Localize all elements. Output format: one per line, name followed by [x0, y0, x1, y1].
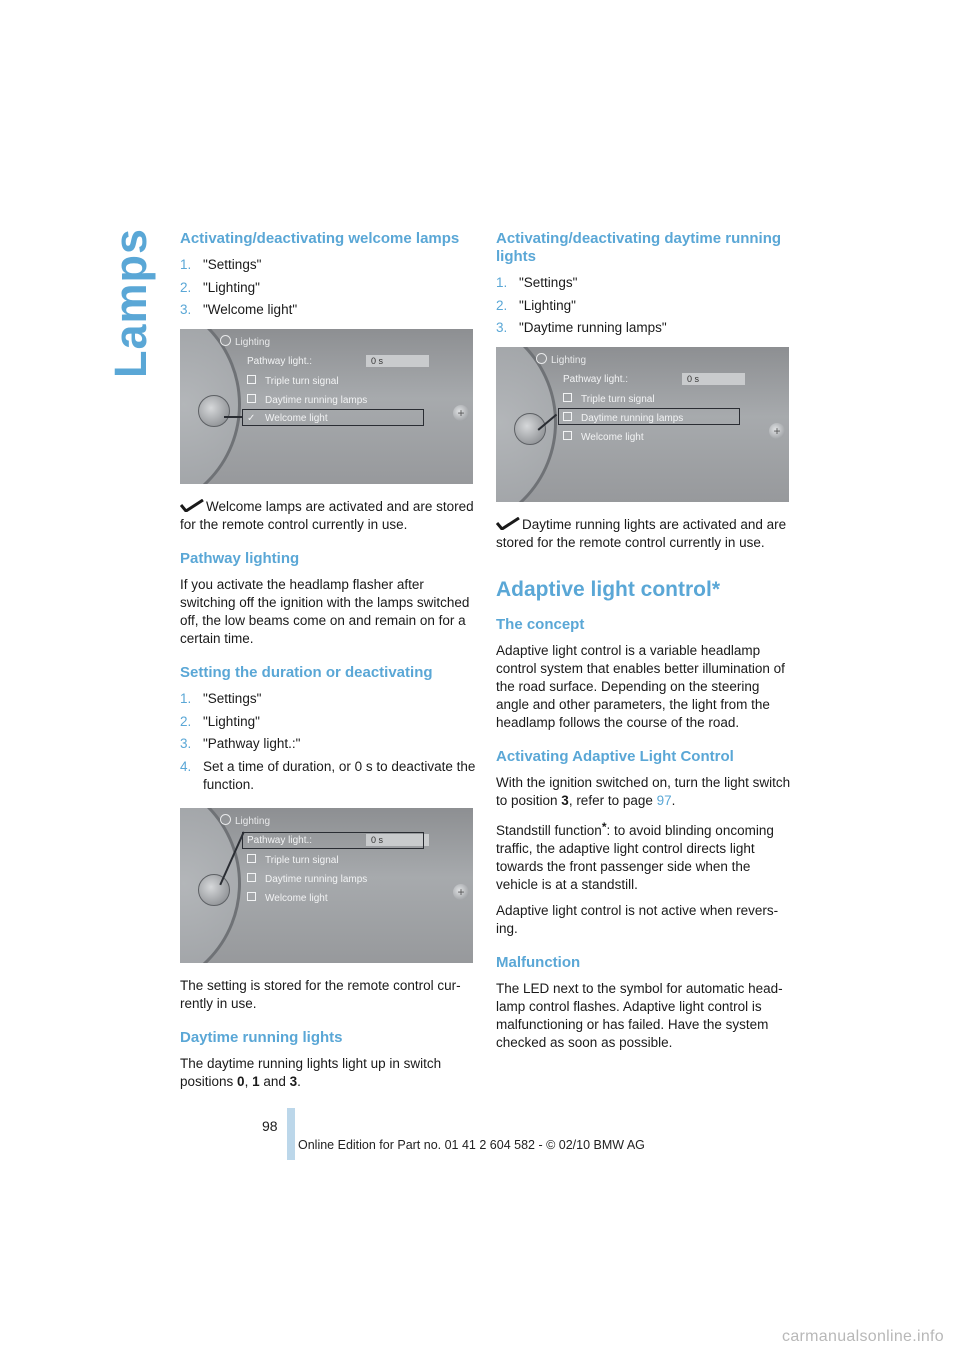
- step-number: 4.: [180, 758, 192, 774]
- daytime-toggle-note-text: Daytime running lights are activated and are stored for the remote control currently in use.: [496, 517, 787, 550]
- activating-text-part: , refer to page: [568, 793, 657, 808]
- step-number: 1.: [496, 275, 508, 290]
- standstill-text: [496, 818, 792, 894]
- controller-knob: [198, 395, 230, 427]
- screen-value: 0 s: [682, 373, 745, 385]
- welcome-note-text: Welcome lamps are activated and are stored for the remote control currently in use.: [180, 499, 474, 532]
- selection-frame: [242, 832, 424, 849]
- page-number: 98: [262, 1118, 278, 1134]
- concept-heading: The concept: [496, 616, 585, 633]
- screen-row-label: Daytime running lamps: [265, 873, 368, 885]
- pointer-line: [224, 416, 243, 418]
- checkbox-icon: [563, 393, 572, 402]
- screen-header: [220, 335, 270, 348]
- switch-position: 3: [561, 793, 569, 808]
- controller-knob: [198, 874, 230, 906]
- right-column: [496, 230, 792, 1060]
- duration-steps: [180, 690, 476, 794]
- daytime-text: [180, 1055, 476, 1091]
- footer-bar: [287, 1108, 295, 1160]
- daytime-text-part: and: [259, 1073, 290, 1089]
- daytime-text-part: .: [297, 1073, 301, 1089]
- list-item: [496, 319, 792, 337]
- checkmark-icon: [496, 517, 520, 530]
- screen-row-label: Triple turn signal: [265, 376, 339, 387]
- screen-row: [247, 892, 328, 905]
- step-text: "Settings": [203, 691, 262, 706]
- screenshot-welcome-light: [180, 329, 473, 484]
- screen-row: [247, 854, 339, 867]
- daytime-text-part: ,: [244, 1073, 253, 1089]
- screen-row: [563, 374, 628, 386]
- screen-row-label: Pathway light.:: [247, 834, 313, 846]
- malfunction-heading: Malfunction: [496, 954, 581, 971]
- screen-row: [563, 431, 644, 444]
- malfunction-text: The LED next to the symbol for automatic head-lamp control flashes. Adaptive light control is malfunctioning or has failed. Have the system checked as soon as possible.: [496, 981, 783, 1050]
- screen-row: [247, 873, 367, 886]
- gear-icon: [220, 335, 231, 346]
- step-text: "Lighting": [203, 279, 260, 295]
- screenshot-pathway-light: [180, 808, 473, 963]
- standstill-text-part: Standstill function: [496, 823, 602, 838]
- left-column: [180, 230, 476, 1099]
- step-number: 1.: [180, 257, 192, 272]
- checkbox-icon: [247, 375, 256, 384]
- screenshot-daytime-lamps: [496, 347, 789, 502]
- step-text: Set a time of duration, or 0 s to deactivate the function.: [203, 758, 476, 792]
- checkbox-icon: [247, 892, 256, 901]
- step-number: 2.: [496, 297, 508, 313]
- gear-icon: [536, 353, 547, 364]
- welcome-steps: [180, 256, 476, 319]
- list-item: [180, 256, 476, 274]
- duration-note: The setting is stored for the remote control cur-rently in use.: [180, 977, 461, 1011]
- screen-header-label: Lighting: [551, 355, 587, 366]
- checkbox-icon: [247, 394, 256, 403]
- checkbox-icon: [247, 854, 256, 863]
- screen-header: [220, 814, 270, 827]
- screen-row-label: Welcome light: [265, 413, 328, 424]
- switch-position: 1: [252, 1073, 260, 1089]
- list-item: [180, 301, 476, 319]
- pathway-heading: Pathway lighting: [180, 550, 300, 567]
- step-text: "Lighting": [519, 297, 576, 313]
- activating-text-part: .: [671, 793, 676, 808]
- list-item: [180, 713, 476, 731]
- selection-frame: [558, 408, 740, 425]
- welcome-heading: Activating/deactivating welcome lamps: [180, 230, 460, 247]
- screen-row: [563, 393, 655, 406]
- plus-knob-icon: +: [453, 884, 469, 900]
- checkmark-icon: [180, 499, 204, 512]
- daytime-toggle-note: [496, 516, 792, 552]
- welcome-note: [180, 498, 476, 534]
- watermark: carmanualsonline.info: [782, 1328, 944, 1345]
- footer-text: Online Edition for Part no. 01 41 2 604 582 - © 02/10 BMW AG: [298, 1138, 645, 1152]
- daytime-toggle-heading: Activating/deactivating daytime running lights: [496, 230, 782, 265]
- screen-row-label: Pathway light.:: [247, 356, 313, 367]
- step-text: "Settings": [203, 257, 262, 272]
- list-item: [496, 274, 792, 292]
- screen-row-label: Welcome light: [581, 432, 644, 443]
- screen-header: [536, 353, 586, 366]
- daytime-text-part: The daytime running lights light up in switch positions: [180, 1055, 442, 1089]
- step-text: "Daytime running lamps": [519, 320, 667, 335]
- screen-header-label: Lighting: [235, 337, 271, 348]
- duration-heading: Setting the duration or deactivating: [180, 664, 433, 681]
- screen-row-label: Daytime running lamps: [265, 395, 368, 406]
- daytime-toggle-steps: [496, 274, 792, 337]
- page-link[interactable]: 97: [656, 793, 672, 808]
- screen-row-label: Welcome light: [265, 892, 328, 904]
- option-star: *: [601, 820, 607, 834]
- screen-row-label: Daytime running lamps: [581, 413, 684, 424]
- reversing-text: Adaptive light control is not active when revers-ing.: [496, 903, 779, 936]
- checkmark-icon: ✓: [247, 413, 256, 424]
- list-item: [180, 735, 476, 753]
- step-text: "Settings": [519, 275, 578, 290]
- activating-text: [496, 774, 792, 810]
- step-number: 1.: [180, 691, 192, 706]
- screen-row: [247, 356, 312, 368]
- step-number: 3.: [496, 320, 508, 335]
- selection-frame: [242, 409, 424, 426]
- switch-position: 3: [289, 1073, 298, 1089]
- checkbox-icon: [247, 873, 256, 882]
- list-item: [496, 297, 792, 315]
- controller-knob: [514, 413, 546, 445]
- screen-value: 0 s: [366, 355, 429, 367]
- daytime-heading: Daytime running lights: [180, 1028, 343, 1046]
- step-text: "Pathway light.:": [203, 736, 301, 751]
- step-number: 3.: [180, 302, 192, 317]
- list-item: [180, 758, 476, 794]
- screen-row-label: Triple turn signal: [581, 394, 655, 405]
- screen-value: 0 s: [366, 834, 429, 846]
- switch-position: 0: [237, 1073, 245, 1089]
- screen-row: [247, 394, 367, 407]
- activating-heading: Activating Adaptive Light Control: [496, 748, 734, 765]
- plus-knob-icon: +: [453, 405, 469, 421]
- step-number: 3.: [180, 736, 192, 751]
- step-text: "Welcome light": [203, 302, 298, 317]
- screen-row-label: Triple turn signal: [265, 854, 339, 866]
- screen-row: [247, 375, 339, 388]
- step-number: 2.: [180, 713, 192, 729]
- step-number: 2.: [180, 279, 192, 295]
- side-tab-title: Lamps: [105, 228, 156, 379]
- screen-row-label: Pathway light.:: [563, 374, 629, 385]
- screen-header-label: Lighting: [235, 815, 271, 827]
- list-item: [180, 690, 476, 708]
- concept-text: Adaptive light control is a variable headlamp control system that enables better illumination of the road surface. Depending on the steering angle and other parameters, the light from the headlamp follows the course of the road.: [496, 643, 785, 730]
- standstill-text-part: : to avoid blinding oncoming traffic, the adaptive light control directs light towards the front passenger side when the vehicle is at a standstill.: [496, 823, 774, 892]
- checkbox-icon: [563, 431, 572, 440]
- alc-title: Adaptive light control*: [496, 578, 721, 601]
- list-item: [180, 279, 476, 297]
- pathway-text: If you activate the headlamp flasher after switching off the ignition with the lamps switched off, the low beams come on and remain on for a certain time.: [180, 577, 470, 646]
- plus-knob-icon: +: [769, 423, 785, 439]
- activating-text-part: With the ignition switched on, turn the light switch to position: [496, 775, 791, 808]
- gear-icon: [220, 814, 231, 825]
- step-text: "Lighting": [203, 713, 260, 729]
